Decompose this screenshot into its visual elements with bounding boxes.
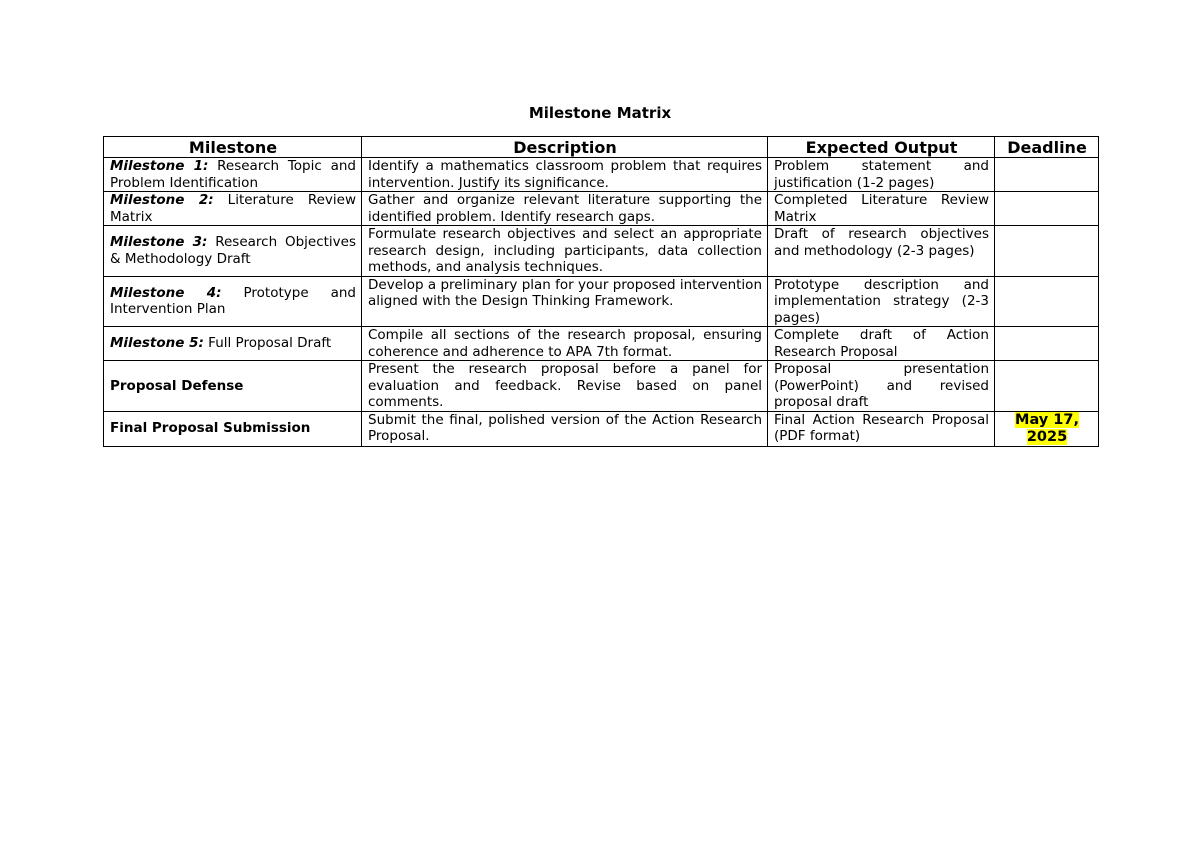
table-row [104,411,1099,446]
deadline-highlight: May 17, 2025 [1015,411,1079,445]
milestone-label: Milestone 5: [110,335,204,352]
header-milestone: Milestone [104,137,362,158]
milestone-text: Prototype and Intervention Plan [110,284,356,318]
milestone-label: Milestone 4: [110,284,222,301]
milestone-cell [104,192,362,226]
milestone-text: Literature Review Matrix [110,192,356,225]
milestone-label: Final Proposal Submission [110,420,311,437]
deadline-cell [995,276,1099,327]
table-row [104,327,1099,361]
deadline-cell [995,158,1099,192]
milestone-label: Milestone 3: [110,234,208,251]
milestone-cell [104,327,362,361]
header-description: Description [362,137,768,158]
milestone-text: Research Topic and Problem Identification [110,158,356,191]
description-cell: Develop a preliminary plan for your proposed intervention aligned with the Design Thinking Framework. [362,276,768,327]
deadline-cell [995,327,1099,361]
deadline-cell [995,411,1099,446]
milestone-cell [104,411,362,446]
milestone-matrix-table [103,136,1099,447]
table-row [104,276,1099,327]
description-cell: Submit the final, polished version of the Action Research Proposal. [362,411,768,446]
table-row [104,192,1099,226]
output-cell: Final Action Research Proposal (PDF format) [768,411,995,446]
deadline-cell [995,192,1099,226]
milestone-cell [104,158,362,192]
description-cell: Gather and organize relevant literature supporting the identified problem. Identify research gaps. [362,192,768,226]
description-cell: Identify a mathematics classroom problem that requires intervention. Justify its significance. [362,158,768,192]
header-deadline: Deadline [995,137,1099,158]
table-row [104,361,1099,412]
milestone-text: Full Proposal Draft [203,335,332,352]
deadline-cell [995,361,1099,412]
description-cell: Formulate research objectives and select an appropriate research design, including participants, data collection methods, and analysis techniques. [362,226,768,277]
page-title: Milestone Matrix [528,104,672,122]
header-expected-output: Expected Output [768,137,995,158]
milestone-label: Milestone 2: [110,192,214,208]
output-cell: Completed Literature Review Matrix [768,192,995,226]
milestone-cell [104,226,362,277]
output-cell: Problem statement and justification (1-2 pages) [768,158,995,192]
milestone-cell [104,276,362,327]
description-cell: Compile all sections of the research proposal, ensuring coherence and adherence to APA 7th format. [362,327,768,361]
deadline-cell [995,226,1099,277]
table-row [104,226,1099,277]
description-cell: Present the research proposal before a panel for evaluation and feedback. Revise based on panel comments. [362,361,768,412]
milestone-cell [104,361,362,412]
milestone-label: Proposal Defense [110,377,244,394]
milestone-text: Research Objectives & Methodology Draft [110,234,356,267]
table-row [104,158,1099,192]
output-cell: Prototype description and implementation strategy (2-3 pages) [768,276,995,327]
output-cell: Complete draft of Action Research Proposal [768,327,995,361]
milestone-label: Milestone 1: [110,158,209,174]
output-cell: Proposal presentation (PowerPoint) and revised proposal draft [768,361,995,412]
output-cell: Draft of research objectives and methodology (2-3 pages) [768,226,995,277]
table-header-row [104,137,1099,158]
